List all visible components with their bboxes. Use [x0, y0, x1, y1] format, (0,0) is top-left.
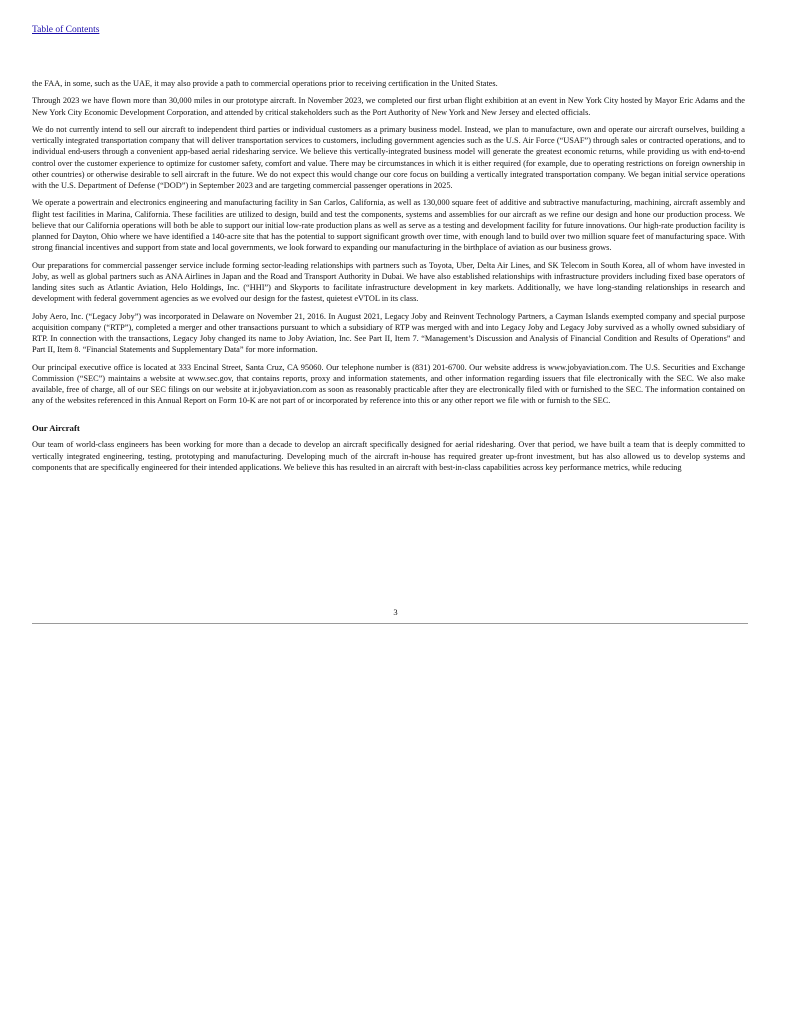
page-number: 3 [393, 607, 398, 617]
page-divider [32, 623, 748, 624]
paragraph-business-model: We do not currently intend to sell our aircraft to independent third parties or individual customers as a primary business model. Instead, we plan to manufacture, own and operate our aircraft ourselves, building a vertically integrated transportation company that will deliver transportation services to customers, including government agencies such as the U.S. Air Force (“USAF”) through sales or contracted operations, and to individual end-users through a convenient app-based aerial ridesharing service. We believe this vertically-integrated business model will generate the greatest economic returns, while providing us with end-to-end control over the customer experience to optimize for customer safety, comfort and value. There may be circumstances in which it is either required (for example, due to operating restrictions on foreign ownership in other countries) or otherwise desirable to sell aircraft in the future. We do not expect this would change our core focus on building a vertically integrated transportation company. We began initial service operations with the U.S. Department of Defense (“DOD”) in September 2023 and are targeting commercial passenger operations in 2025. [32, 124, 745, 190]
section-heading-our-aircraft: Our Aircraft [32, 423, 80, 434]
table-of-contents-link[interactable]: Table of Contents [32, 25, 100, 35]
paragraph-facilities: We operate a powertrain and electronics engineering and manufacturing facility in San Carlos, California, as well as 130,000 square feet of additive and subtractive manufacturing, machining, aircraft assembly and flight test facilities in Marina, California. These facilities are utilized to design, build and test the components, systems and assemblies for our aircraft as we refine our design and hone our production process. We believe that our California operations will both be able to support our initial low-rate production plans as well as serve as a testing and development facility for future innovations. Our high-rate production facility is planned for Dayton, Ohio where we have identified a 140-acre site that has the potential to support significant growth over time, with enough land to build over two million square feet of manufacturing space. With strong financial incentives and support from state and local governments, we look forward to expanding our manufacturing in the birthplace of aviation as our business grows. [32, 198, 745, 253]
paragraph-flight-miles: Through 2023 we have flown more than 30,000 miles in our prototype aircraft. In November 2023, we completed our first urban flight exhibition at an event in New York City hosted by Mayor Eric Adams and the New York City Economic Development Corporation, and attended by critical stakeholders such as the Port Authority of New York and New Jersey and elected officials. [32, 96, 745, 117]
paragraph-executive-office: Our principal executive office is located at 333 Encinal Street, Santa Cruz, CA 95060. Our telephone number is (831) 201-6700. Our website address is www.jobyaviation.com. The U.S. Securities and Exchange Commission (“SEC”) maintains a website at www.sec.gov, that contains reports, proxy and information statements, and other information regarding issuers that file electronically with the SEC. We also make available, free of charge, all of our SEC filings on our website at ir.jobyaviation.com as soon as reasonably practicable after they are electronically filed with or furnished to the SEC. The information contained on any of the websites referenced in this Annual Report on Form 10-K are not part of or incorporated by reference into this or any other report we file with or furnish to the SEC. [32, 362, 745, 406]
document-body [32, 78, 745, 479]
paragraph-certification-path: the FAA, in some, such as the UAE, it may also provide a path to commercial operations prior to receiving certification in the United States. [32, 79, 498, 88]
paragraph-partnerships: Our preparations for commercial passenger service include forming sector-leading relationships with partners such as Toyota, Uber, Delta Air Lines, and SK Telecom in South Korea, all of whom have invested in Joby, as well as global partners such as ANA Airlines in Japan and the Road and Transport Authority in Dubai. We have also established relationships with infrastructure providers including fixed base operators of landing sites such as Atlantic Aviation, Helo Holdings, Inc. (“HHI”) and Skyports to facilitate infrastructure development in key markets. Additionally, we have long-standing relationships in research and development with federal government agencies as we evolved our design for the fastest, quietest eVTOL in its class. [32, 260, 745, 304]
paragraph-corporate-history: Joby Aero, Inc. (“Legacy Joby”) was incorporated in Delaware on November 21, 2016. In August 2021, Legacy Joby and Reinvent Technology Partners, a Cayman Islands exempted company and special purpose acquisition company (“RTP”), completed a merger and other transactions pursuant to which a subsidiary of RTP was merged with and into Legacy Joby and Legacy Joby survived as a wholly owned subsidiary of RTP. In connection with the transactions, Legacy Joby changed its name to Joby Aviation, Inc. See Part II, Item 7. “Management’s Discussion and Analysis of Financial Condition and Results of Operations” and Part II, Item 8. “Financial Statements and Supplementary Data” for more information. [32, 311, 745, 355]
paragraph-aircraft-engineering: Our team of world-class engineers has been working for more than a decade to develop an aircraft specifically designed for aerial ridesharing. Over that period, we have built a team that is deeply committed to vertically integrated engineering, testing, prototyping and manufacturing. Developing much of the aircraft in-house has required greater up-front investment, but has also allowed us to develop systems and components that are specifically engineered for their intended applications. We believe this has resulted in an aircraft with best-in-class capabilities across key performance metrics, while reducing [32, 440, 745, 472]
